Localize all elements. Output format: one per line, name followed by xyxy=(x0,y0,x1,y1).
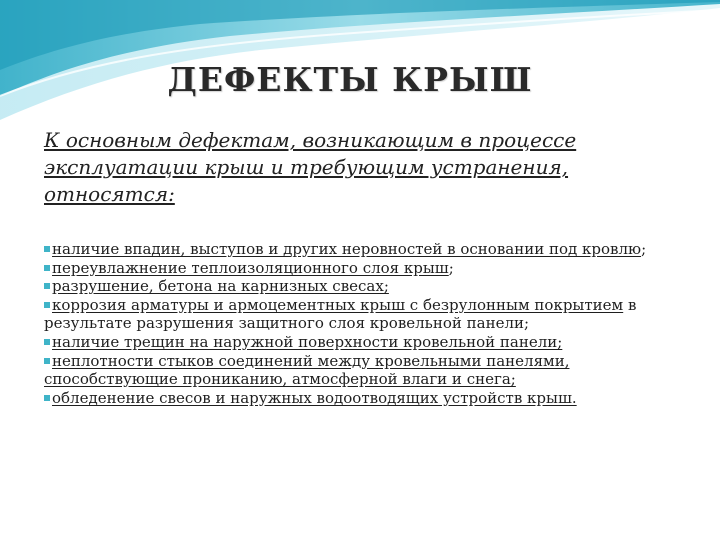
square-bullet-icon xyxy=(44,246,50,252)
list-item xyxy=(44,277,684,296)
list-item-tail: ; xyxy=(448,258,454,277)
list-item-tail: ; xyxy=(641,240,647,258)
list-item xyxy=(44,259,684,278)
square-bullet-icon xyxy=(44,302,50,308)
list-item-text: наличие трещин на наружной поверхности кровельной панели; xyxy=(52,332,563,351)
list-item-text: разрушение, бетона на карнизных свесах; xyxy=(52,277,389,296)
list-item xyxy=(44,296,684,333)
intro-heading-text: К основным дефектам, возникающим в процессе эксплуатации крыш и требующим устранения, относятся: xyxy=(44,128,577,206)
list-item xyxy=(44,352,684,389)
defects-list xyxy=(44,240,684,407)
list-item xyxy=(44,333,684,352)
list-item-text: наличие впадин, выступов и других неровностей в основании под кровлю xyxy=(52,240,642,258)
list-item-text: обледенение свесов и наружных водоотводящих устройств крыш. xyxy=(52,388,577,407)
list-item-text: коррозия арматуры и армоцементных крыш с безрулонным покрытием xyxy=(52,295,624,314)
list-item-text: неплотности стыков соединений между кровельными панелями, способствующие прониканию, атмосферной влаги и снега; xyxy=(44,351,570,389)
square-bullet-icon xyxy=(44,395,50,401)
square-bullet-icon xyxy=(44,265,50,271)
square-bullet-icon xyxy=(44,358,50,364)
square-bullet-icon xyxy=(44,339,50,345)
list-item-tail: в результате разрушения защитного слоя кровельной панели; xyxy=(44,295,637,333)
list-item-text: переувлажнение теплоизоляционного слоя крыш xyxy=(52,258,449,277)
page-title: ДЕФЕКТЫ КРЫШ xyxy=(167,60,533,99)
intro-heading xyxy=(44,127,694,208)
square-bullet-icon xyxy=(44,283,50,289)
list-item xyxy=(44,240,684,259)
list-item xyxy=(44,389,684,408)
